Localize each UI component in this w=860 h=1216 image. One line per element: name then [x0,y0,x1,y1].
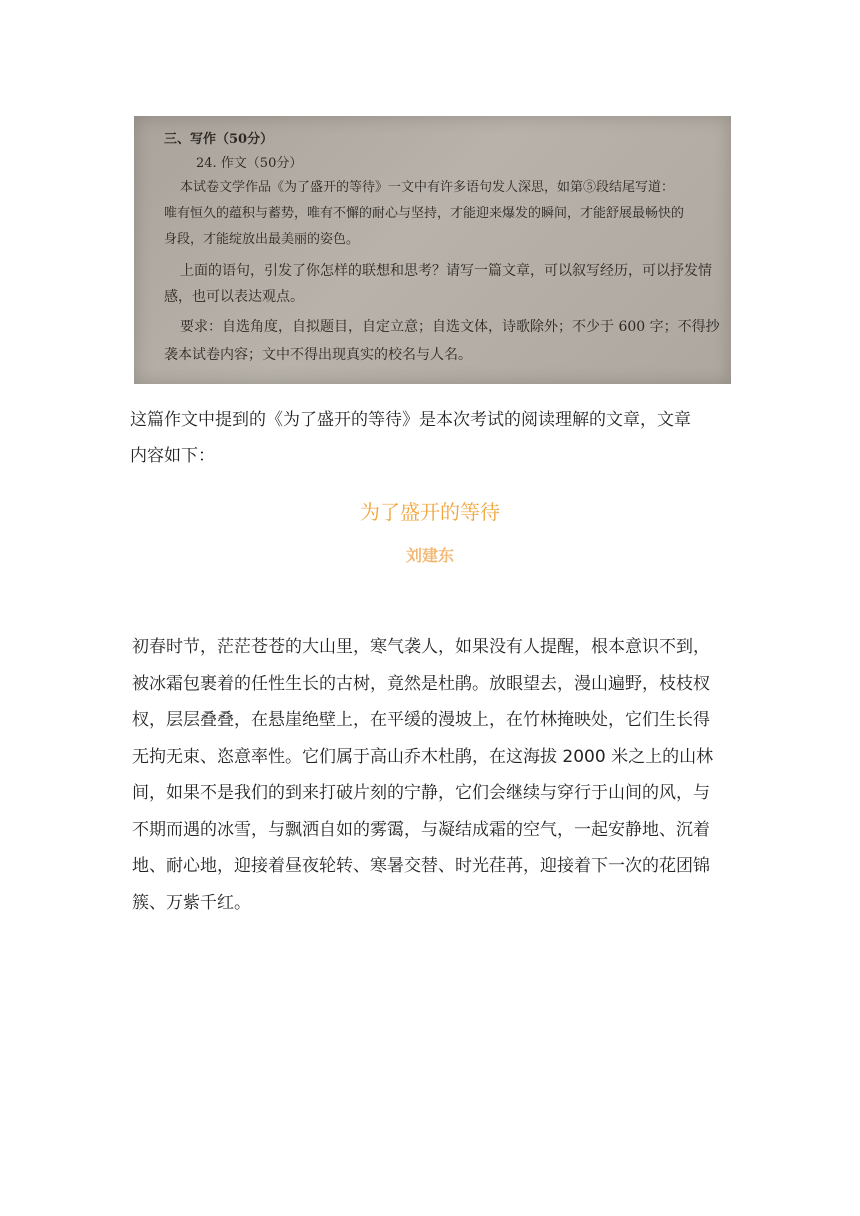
body-line: 间，如果不是我们的到来打破片刻的宁静，它们会继续与穿行于山间的风，与 [132,783,710,803]
body-line: 簇、万紫千红。 [132,892,251,913]
photo-prompt-line: 本试卷文学作品《为了盛开的等待》一文中有许多语句发人深思，如第⑤段结尾写道： [180,180,675,195]
photo-subsection-heading: 24. 作文（50分） [196,156,303,171]
intro-line: 内容如下： [130,446,215,466]
photo-question-line: 感，也可以表达观点。 [164,289,304,305]
photo-requirement-line: 要求：自选角度，自拟题目，自定立意；自选文体，诗歌除外；不少于 600 字；不得抄 [180,319,720,335]
body-line: 无拘无束、恣意率性。它们属于高山乔木杜鹃，在这海拔 2000 米之上的山林 [132,746,714,767]
photo-requirement-line: 袭本试卷内容；文中不得出现真实的校名与人名。 [164,347,472,363]
body-line: 初春时节，茫茫苍苍的大山里，寒气袭人，如果没有人提醒，根本意识不到， [132,637,710,657]
photo-prompt-line: 唯有恒久的蕴积与蓄势，唯有不懈的耐心与坚持，才能迎来爆发的瞬间，才能舒展最畅快的 [164,206,685,221]
body-line: 杈，层层叠叠，在悬崖绝壁上，在平缓的漫坡上，在竹林掩映处，它们生长得 [132,710,710,730]
article-author: 刘建东 [405,546,454,565]
body-line: 不期而遇的冰雪，与飘洒自如的雾霭，与凝结成霜的空气，一起安静地、沉着 [132,819,710,840]
article-body [132,629,732,921]
photo-prompt-line: 身段，才能绽放出最美丽的姿色。 [164,232,360,247]
body-line: 被冰霜包裹着的任性生长的古树，竟然是杜鹃。放眼望去，漫山遍野，枝枝杈 [132,673,710,694]
intro-line: 这篇作文中提到的《为了盛开的等待》是本次考试的阅读理解的文章，文章 [130,410,691,430]
photo-section-heading: 三、写作（50分） [164,132,274,147]
article-title: 为了盛开的等待 [360,500,500,524]
intro-paragraph [130,402,732,474]
exam-question-photo [134,116,731,384]
body-line: 地、耐心地，迎接着昼夜轮转、寒暑交替、时光荏苒，迎接着下一次的花团锦 [132,856,710,876]
photo-question-line: 上面的语句，引发了你怎样的联想和思考？请写一篇文章，可以叙写经历，可以抒发情 [180,263,712,279]
